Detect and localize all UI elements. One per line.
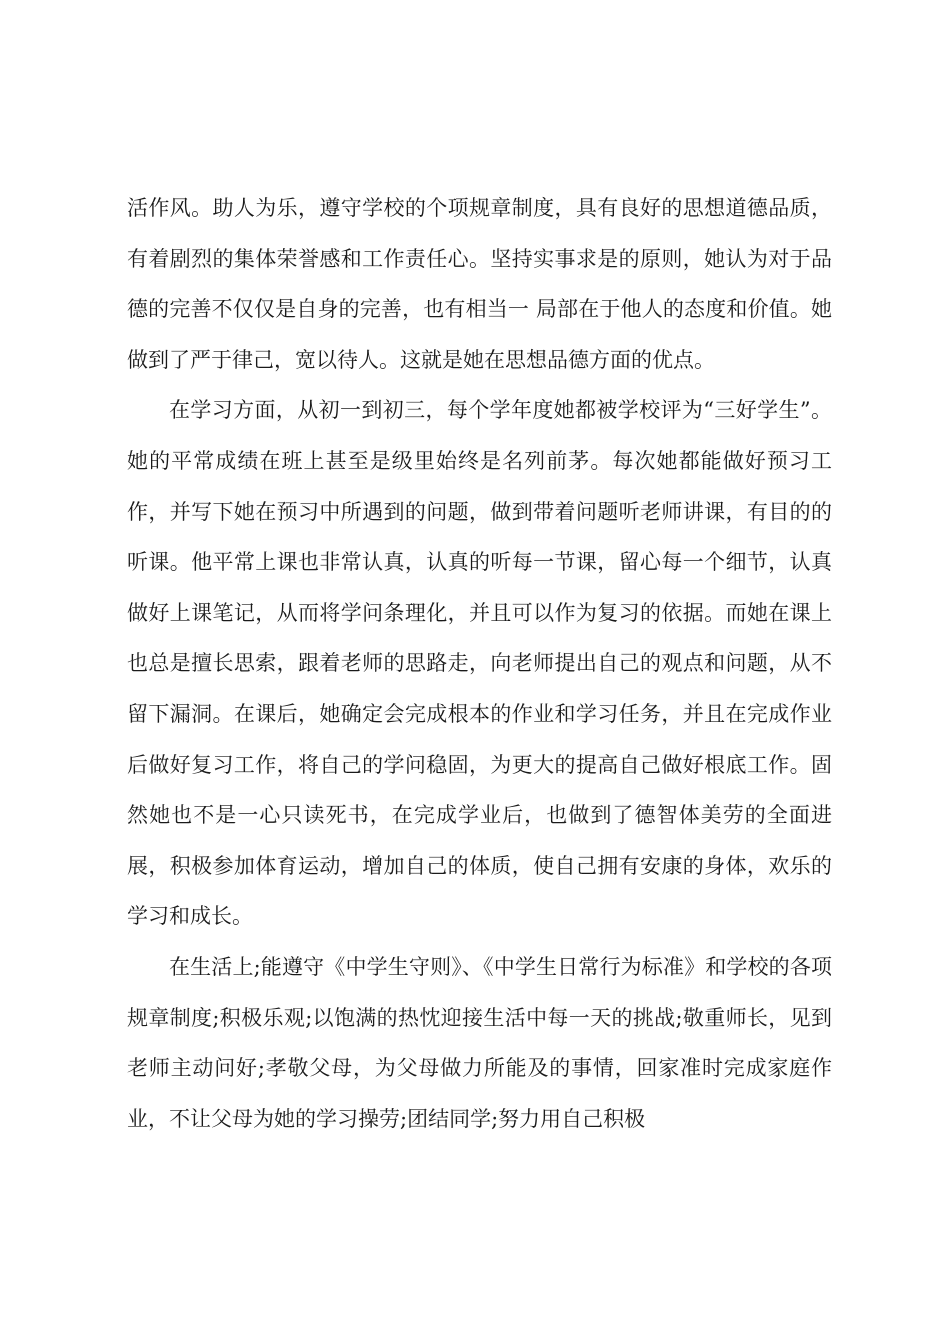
paragraph-moral-character: 活作风。助人为乐，遵守学校的个项规章制度，具有良好的思想道德品质，有着剧烈的集体荣誉感和工作责任心。坚持实事求是的原则，她认为对于品德的完善不仅仅是自身的完善，也有相当一 局部在于他人的态度和价值。她做到了严于律己，宽以待人。这就是她在思想品德方面的优点。 <box>127 196 832 372</box>
document-body <box>127 183 832 1144</box>
paragraph-study: 在学习方面，从初一到初三，每个学年度她都被学校评为“三好学生”。她的平常成绩在班上甚至是级里始终是名列前茅。每次她都能做好预习工作，并写下她在预习中所遇到的问题，做到带着问题听老师讲课，有目的的听课。他平常上课也非常认真，认真的听每一节课，留心每一个细节，认真做好上课笔记，从而将学问条理化，并且可以作为复习的依据。而她在课上也总是擅长思索，跟着老师的思路走，向老师提出自己的观点和问题，从不留下漏洞。在课后，她确定会完成根本的作业和学习任务，并且在完成作业后做好复习工作，将自己的学问稳固，为更大的提高自己做好根底工作。固然她也不是一心只读死书，在完成学业后，也做到了德智体美劳的全面进展，积极参加体育运动，增加自己的体质，使自己拥有安康的身体，欢乐的学习和成长。 <box>127 398 832 929</box>
paragraph-daily-life: 在生活上;能遵守《中学生守则》、《中学生日常行为标准》和学校的各项规章制度;积极乐观;以饱满的热忱迎接生活中每一天的挑战;敬重师长，见到老师主动问好;孝敬父母，为父母做力所能及的事情，回家准时完成家庭作业，不让父母为她的学习操劳;团结同学;努力用自己积极 <box>127 954 832 1131</box>
